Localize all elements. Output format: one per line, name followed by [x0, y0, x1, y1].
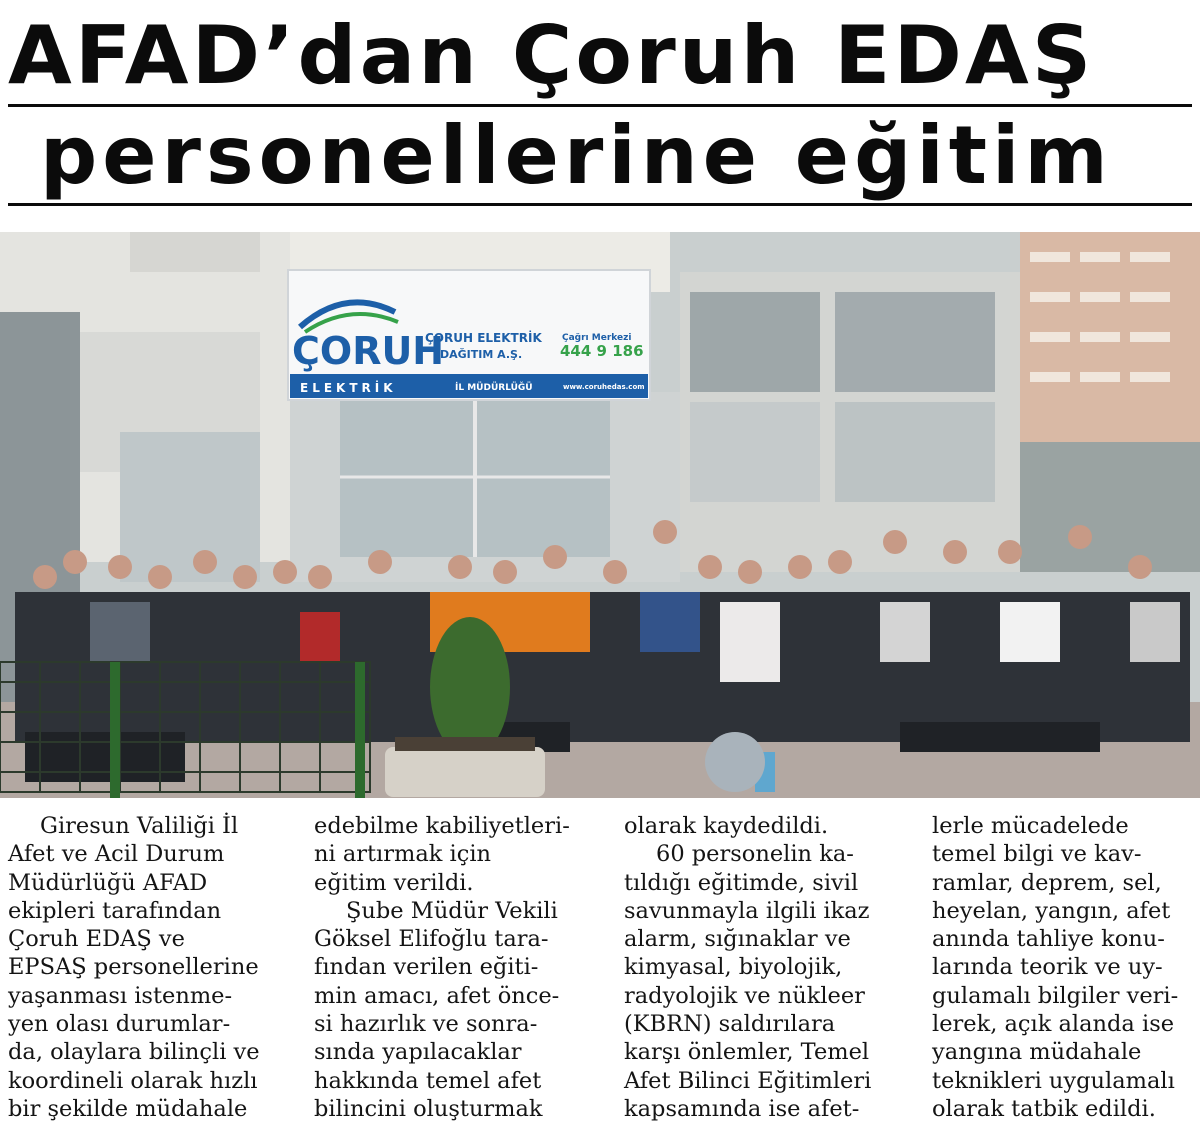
headline-line-1: AFAD’dan Çoruh EDAŞ: [8, 9, 1095, 102]
article-line: radyolojik ve nükleer: [624, 982, 865, 1009]
article-line: koordineli olarak hızlı: [8, 1067, 258, 1094]
article-line: sında yapılacaklar: [314, 1039, 522, 1066]
headline-rule-1: [8, 104, 1192, 107]
article-line: alarm, sığınaklar ve: [624, 926, 851, 953]
article-line: lerle mücadelede: [932, 813, 1129, 839]
article-line: eğitim verildi.: [314, 869, 474, 896]
article-line: larında teorik ve uy-: [932, 954, 1163, 981]
article-line: karşı önlemler, Temel: [624, 1039, 870, 1066]
sign-call-center-label: Çağrı Merkezi: [562, 333, 632, 343]
article-line: ekipleri tarafından: [8, 897, 222, 924]
article-column-2: [314, 812, 604, 1123]
article-line: temel bilgi ve kav-: [932, 841, 1142, 868]
article-line: hakkında temel afet: [314, 1067, 542, 1094]
article-line: heyelan, yangın, afet: [932, 897, 1171, 924]
article-line: ramlar, deprem, sel,: [932, 869, 1162, 896]
article-line: si hazırlık ve sonra-: [314, 1011, 538, 1038]
article-line: anında tahliye konu-: [932, 926, 1165, 953]
article-line: Göksel Elifoğlu tara-: [314, 926, 549, 953]
article-line: edebilme kabiliyetleri-: [314, 813, 570, 839]
article-line: teknikleri uygulamalı: [932, 1067, 1175, 1094]
article-line: fından verilen eğiti-: [314, 954, 539, 981]
article-column-3: [624, 812, 914, 1123]
article-line: Müdürlüğü AFAD: [8, 869, 208, 896]
article-line: Afet ve Acil Durum: [8, 841, 225, 868]
article-line: ni artırmak için: [314, 841, 492, 868]
sign-logo-word: ÇORUH: [292, 329, 445, 373]
article-line: olarak tatbik edildi.: [932, 1095, 1156, 1122]
sign-phone: 444 9 186: [560, 342, 644, 360]
article-line: Afet Bilinci Eğitimleri: [624, 1067, 872, 1094]
article-line: kimyasal, biyolojik,: [624, 954, 843, 981]
article-line: da, olaylara bilinçli ve: [8, 1039, 260, 1066]
article-line: 60 personelin ka-: [656, 841, 854, 868]
article-line: min amacı, afet önce-: [314, 982, 560, 1009]
article-column-4: [932, 812, 1197, 1123]
article-line: Giresun Valiliği İl: [40, 813, 239, 839]
sign-department: İL MÜDÜRLÜĞÜ: [455, 383, 533, 393]
sign-company-line-2: DAĞITIM A.Ş.: [440, 348, 523, 361]
article-line: yaşanması istenme-: [8, 982, 233, 1009]
article-line: olarak kaydedildi.: [624, 813, 829, 839]
sign-website: www.coruhedas.com: [563, 383, 645, 391]
headline-rule-2: [8, 203, 1192, 206]
article-line: bilincini oluşturmak: [314, 1095, 543, 1122]
article-line: EPSAŞ personellerine: [8, 954, 259, 981]
article-line: lerek, açık alanda ise: [932, 1011, 1175, 1038]
group-photo: [0, 232, 1200, 798]
article-line: kapsamında ise afet-: [624, 1095, 860, 1122]
article-line: Çoruh EDAŞ ve: [8, 926, 185, 953]
article-line: yangına müdahale: [932, 1039, 1142, 1066]
article-line: (KBRN) saldırılara: [624, 1011, 836, 1038]
article-line: yen olası durumlar-: [8, 1011, 231, 1038]
article-line: gulamalı bilgiler veri-: [932, 982, 1179, 1009]
article-line: bir şekilde müdahale: [8, 1095, 248, 1122]
article-column-1: [8, 812, 288, 1123]
article-line: savunmayla ilgili ikaz: [624, 897, 870, 924]
headline-line-2: personellerine eğitim: [40, 109, 1113, 202]
sign-logo-sub: ELEKTRİK: [300, 381, 397, 395]
article-line: Şube Müdür Vekili: [346, 897, 558, 924]
sign-company-line-1: ÇORUH ELEKTRİK: [425, 331, 542, 345]
article-line: tıldığı eğitimde, sivil: [624, 869, 859, 896]
